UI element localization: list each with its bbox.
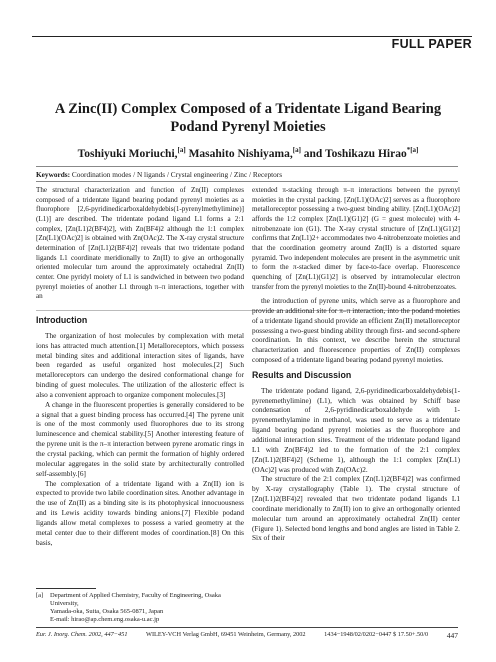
intro-paragraph-3: The complexation of a tridentate ligand with a Zn(II) ion is expected to provide two labile coordination sites. Another advantage in the use of Zn(II) as a binding site is its photophysical innocuousness and its Lewis acidity towards binding anions.[7] Flexible podand ligands allow metal complexes to possess a varied geometry at the metal center due to their different modes of coordination.[8] On this basis, xyxy=(36,478,244,547)
footnote-body xyxy=(50,592,246,624)
publisher-line: WILEY-VCH Verlag GmbH, 69451 Weinheim, Germany, 2002 xyxy=(146,631,306,638)
journal-citation: Eur. J. Inorg. Chem. 2002, 447−451 xyxy=(36,631,128,638)
author-2: Masahito Nishiyama, xyxy=(188,147,293,160)
author-3-affiliation: *[a] xyxy=(406,146,419,154)
right-body-column xyxy=(252,296,460,580)
introduction-heading: Introduction xyxy=(36,316,88,325)
footnote-line: Yamada-oka, Suita, Osaka 565-0871, Japan xyxy=(50,608,164,615)
keywords-bottom-rule xyxy=(36,181,458,182)
page-number: 447 xyxy=(446,631,458,640)
right-paragraph-1: the introduction of pyrene units, which serve as a fluorophore and provide an additional site for π–π interaction, into the podand moieties of a tridentate ligand should provide an efficient Zn(II) metalloreceptor possessing a two-guest binding ability through first- and second-sphere coordination. In this context, we describe herein the structural characterization and fluorescence properties of Zn(II) complexes composed of a tridentate ligand bearing podand pyrenyl moieties. xyxy=(252,296,460,365)
author-joiner: and xyxy=(303,147,323,160)
page-footer xyxy=(36,631,458,640)
footnote-line: Department of Applied Chemistry, Faculty of Engineering, Osaka University, xyxy=(50,592,221,607)
author-3: Toshikazu Hirao xyxy=(325,147,407,160)
author-1-affiliation: [a] xyxy=(177,146,186,154)
intro-paragraph-1: The organization of host molecules by complexation with metal ions has attracted much attention.[1] Metalloreceptors, which possess metal binding sites and additional interaction sites of ligands, have been regarded as useful organized host molecules.[2] Such metalloreceptors can undergo the desired conformational change for binding of guest molecules. The utilization of the allosteric effect is also a convenient approach to organize component molecules.[3] xyxy=(36,330,244,399)
footnote-mark: [a] xyxy=(36,592,44,599)
keywords-top-rule xyxy=(36,166,458,167)
footer-rule xyxy=(36,627,458,628)
results-paragraph-1: The tridentate podand ligand, 2,6-pyridinedicarboxaldehydebis(1-pyrenemethylimine) (L1), which was obtained by Schiff base condensation of 2,6-pyridinedicarboxaldehyde with 1-pyrenemethylamine in methanol, was used to serve as a tridentate ligand bearing podand pyrenyl moieties as the fluorophore and additional interaction sites. Treatment of the tridentate podand ligand L1 with Zn(BF4)2 led to the formation of the 2:1 complex [Zn(L1)2(BF4)2] (Scheme 1), although the 1:1 complex [Zn(L1)(OAc)2] was produced with Zn(OAc)2. xyxy=(252,385,460,474)
keywords-line xyxy=(36,170,458,179)
intro-paragraph-2: A change in the fluorescent properties is generally considered to be a signal that a guest binding process has occurred.[4] The pyrene unit is one of the most commonly used fluorophores due to its strong luminescence and chemical stability.[5] Another interesting feature of the pyrene unit is the π–π interaction between pyrene aromatic rings in the crystal packing, which can permit the formation of highly ordered molecular aggregates in the solid state by architecturally controlled self-assembly.[6] xyxy=(36,399,244,478)
keywords-text: Coordination modes / N ligands / Crystal engineering / Zinc / Receptors xyxy=(71,170,283,179)
affiliation-footnote xyxy=(36,592,246,624)
abstract-right-column: extended π-stacking through π–π interactions between the pyrenyl moieties in the crystal packing. [Zn(L1)(OAc)2] serves as a fluorophore metalloreceptor possessing a two-guest binding ability. [Zn(L1)(OAc)2] affords the 1:2 complex [Zn(L1)(G1)2] (G = guest molecule) with 4-nitrobenzoate ion (G1). The X-ray crystal structure of [Zn(L1)(G1)2] confirms that Zn(L1)2+ accommodates two 4-nitrobenzoate moieties and that the coordination geometry around Zn(II) is a distorted square pyramid. Two independent molecules are present in the asymmetric unit to form the π-stacked dimer by face-to-face overlap. Fluorescence quenching of [Zn(L1)(G1)2] is observed by intramolecular electron transfer from the pyrenyl moieties to the Zn(II)-bound 4-nitrobenzoates. xyxy=(252,186,460,291)
author-1: Toshiyuki Moriuchi, xyxy=(77,147,178,160)
author-list xyxy=(20,146,476,160)
results-paragraph-2: The structure of the 2:1 complex [Zn(L1)2(BF4)2] was confirmed by X-ray crystallography (Table 1). The crystal structure of [Zn(L1)2(BF4)2] revealed that two tridentate podand ligands L1 coordinate meridionally to Zn(II) ion to give an orthogonally oriented molecular turn around an approximately octahedral Zn(II) center (Figure 1). Selected bond lengths and bond angles are listed in Table 2. Six of their xyxy=(252,474,460,543)
section-label: FULL PAPER xyxy=(384,37,472,51)
footnote-email: E-mail: hirao@ap.chem.eng.osaka-u.ac.jp xyxy=(50,616,160,623)
keywords-label: Keywords: xyxy=(36,170,71,179)
paper-title: A Zinc(II) Complex Composed of a Tridentate Ligand Bearing Podand Pyrenyl Moieties xyxy=(54,101,442,135)
abstract-left-column: The structural characterization and function of Zn(II) complexes composed of a tridentate ligand bearing podand pyrenyl moieties as a fluorophore [2,6-pyridinedicarboxaldehydebis(1-pyrenylmethylimine)] (L1)] are described. The tridentate podand ligand L1 forms a 2:1 complex, [Zn(L1)2(BF4)2], with Zn(BF4)2 although the 1:1 complex [Zn(L1)(OAc)2] is obtained with Zn(OAc)2. The X-ray crystal structure determination of [Zn(L1)2(BF4)2] reveals that two tridentate podand ligands L1 coordinate meridionally to Zn(II) to give an orthogonally oriented molecular turn around the approximately octahedral Zn(II) center. One pyridyl moiety of L1 is sandwiched in between two podand pyrenyl moieties of another L1 through π–π interactions, together with an xyxy=(36,186,244,301)
issn-line: 1434−1948/02/0202−0447 $ 17.50+.50/0 xyxy=(324,631,429,638)
introduction-column xyxy=(36,316,244,578)
author-2-affiliation: [a] xyxy=(292,146,301,154)
footnote-rule xyxy=(36,588,96,589)
results-heading: Results and Discussion xyxy=(252,369,352,380)
